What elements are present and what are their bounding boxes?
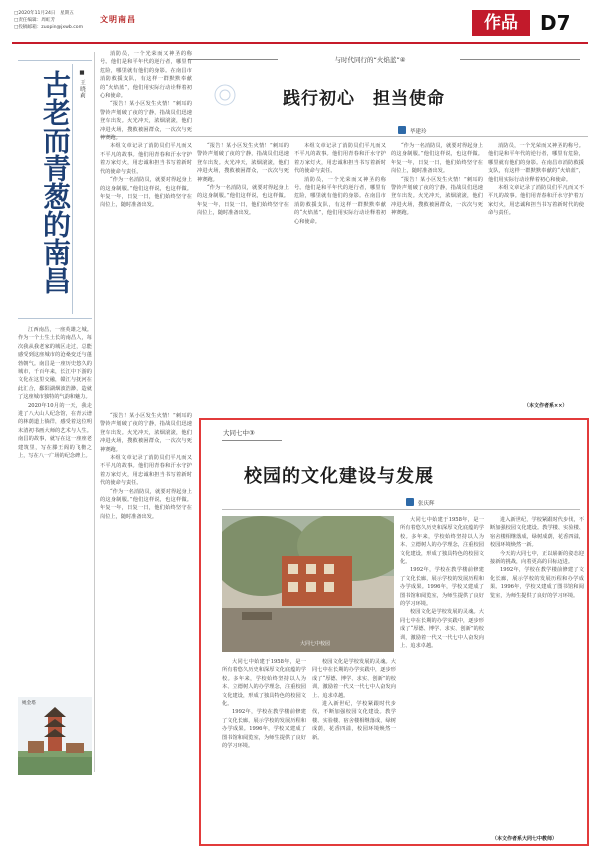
paragraph: 消防员，一个光荣而又神圣的称号。他们是和平年代的逆行者，哪里有危险，哪里就有他们的身影。在南昌市消防救援支队，有这样一群默默奉献的“火焰蓝”，他们用实际行动诠释着初心和使命。 (488, 143, 584, 183)
top-article-col-4 (391, 142, 483, 400)
paragraph: 大同七中始建于1958年，是一所有着悠久历史和深厚文化底蕴的学校。多年来，学校始终坚持以人为本、立德树人的办学理念，注重校园文化建设，形成了独具特色的校园文化。 (222, 659, 306, 708)
left-photo (18, 697, 92, 775)
bottom-article-col-1 (222, 658, 306, 838)
paragraph: 进入新世纪，学校紧跟时代步伐，不断加强校园文化建设。教学楼、实验楼、宿舍楼相继落成，绿树成荫，花香四溢，校园环境焕然一新。 (312, 701, 396, 741)
paragraph: 大同七中始建于1958年，是一所有着悠久历史和深厚文化底蕴的学校。多年来，学校始终坚持以人为本、立德树人的办学理念，注重校园文化建设，形成了独具特色的校园文化。 (400, 517, 484, 566)
left-column-divider (94, 52, 95, 772)
paragraph: 校园文化是学校发展的灵魂。大同七中在长期的办学实践中，逐步形成了“厚德、博学、求实、创新”的校训，激励着一代又一代七中人奋发向上、追求卓越。 (312, 659, 396, 699)
bottom-article-col-2 (312, 658, 396, 838)
left-title-rule-top (18, 60, 92, 61)
paragraph: 1992年，学校在教学楼前修建了文化长廊，展示学校的发展历程和办学成果。1996年，学校又建成了图书馆和阅览室，为师生提供了良好的学习环境。 (222, 709, 306, 750)
paragraph: 本组文章记录了消防员们平凡而又不平凡的故事。他们用青春和汗水守护着万家灯火，用忠诚和担当书写着新时代的使命与责任。 (294, 143, 386, 175)
left-article-body (18, 326, 92, 692)
bottom-article-rule (222, 509, 580, 510)
campus-image (222, 516, 394, 652)
bottom-article-photo (222, 516, 394, 652)
top-article-col-3 (294, 142, 386, 400)
pagoda-image (18, 697, 92, 775)
paragraph: 进入新世纪，学校紧跟时代步伐，不断加强校园文化建设。教学楼、实验楼、宿舍楼相继落成，绿树成荫，花香四溢，校园环境焕然一新。 (490, 517, 584, 549)
left-photo-caption: 绳金塔 (22, 701, 36, 706)
bottom-article-col-3 (400, 516, 484, 832)
bottom-article-author: 张庆辉 (418, 501, 435, 507)
kicker-underline (222, 440, 282, 441)
left-title-rule-bottom (18, 318, 92, 319)
paragraph: 消防员，一个光荣而又神圣的称号。他们是和平年代的逆行者，哪里有危险，哪里就有他们的身影。在南昌市消防救援支队，有这样一群默默奉献的“火焰蓝”，他们用实际行动诠释着初心和使命。 (100, 51, 192, 100)
paragraph: 1992年，学校在教学楼前修建了文化长廊，展示学校的发展历程和办学成果。1996年，学校又建成了图书馆和阅览室，为师生提供了良好的学习环境。 (400, 567, 484, 608)
paragraph: 2020年10月的一天，我走进了八大山人纪念馆，在青云谱的林荫道上徜徉，感受着这位明末清初书画大师的艺术与人生。南昌的故事，就写在这一座座老建筑里，写在滕王阁的飞檐之上，写在八一广场的纪念碑上。 (18, 402, 92, 460)
paragraph: “报告！某小区发生火情！”刺耳的警铃声划破了夜的宁静，指战员们迅速登车出发。火光冲天，浓烟滚滚，他们冲进火场，搜救被困群众，一次次与死神赛跑。 (100, 101, 192, 142)
left-article-author: ■ 王晓莉 (79, 70, 85, 100)
bottom-article-kicker: 大同七中③ (223, 429, 255, 437)
top-article-col-2 (197, 142, 289, 400)
left-article-title: 古老而青葱的南昌 (39, 70, 72, 294)
paragraph: “作为一名消防员，就要对得起身上的这身制服。”他们这样说，也这样做。年复一年，日复一日，他们始终坚守在岗位上，随时准备出发。 (391, 143, 483, 175)
paragraph: 本组文章记录了消防员们平凡而又不平凡的故事。他们用青春和汗水守护着万家灯火，用忠诚和担当书写着新时代的使命与责任。 (488, 185, 584, 217)
top-article-col-1 (100, 50, 192, 400)
masthead-logo: 文明南昌 (100, 15, 136, 24)
paragraph: “报告！某小区发生火情！”刺耳的警铃声划破了夜的宁静，指战员们迅速登车出发。火光冲天，浓烟滚滚，他们冲进火场，搜救被困群众，一次次与死神赛跑。 (100, 413, 192, 453)
paragraph: 1992年，学校在教学楼前修建了文化长廊，展示学校的发展历程和办学成果。1996年，学校又建成了图书馆和阅览室，为师生提供了良好的学习环境。 (490, 567, 584, 599)
bottom-article-footnote: （本文作者系大同七中教师） (492, 836, 558, 842)
paragraph: 江西南昌，一座英雄之城。作为一个土生土长的南昌人，每次我从我老家的城区走过，总能感受到这座城市的沧桑变迁与蓬勃朝气。南昌是一座历史悠久的城市，千百年来，长江中下游的文化在这里交融，赣江与抚河在此汇合，鄱阳湖烟波浩渺，造就了这座城市独特的气韵和魅力。 (18, 327, 92, 401)
paragraph: “报告！某小区发生火情！”刺耳的警铃声划破了夜的宁静，指战员们迅速登车出发。火光冲天，浓烟滚滚，他们冲进火场，搜救被困群众，一次次与死神赛跑。 (391, 176, 483, 217)
bottom-article-col-4 (490, 516, 584, 832)
paragraph: 本组文章记录了消防员们平凡而又不平凡的故事。他们用青春和汗水守护着万家灯火，用忠诚和担当书写着新时代的使命与责任。 (100, 143, 192, 175)
paragraph: 消防员，一个光荣而又神圣的称号。他们是和平年代的逆行者，哪里有危险，哪里就有他们的身影。在南昌市消防救援支队，有这样一群默默奉献的“火焰蓝”，他们用实际行动诠释着初心和使命。 (294, 176, 386, 225)
bottom-article-title: 校园的文化建设与发展 (244, 466, 434, 487)
paragraph: “作为一名消防员，就要对得起身上的这身制服。”他们这样说，也这样做。年复一年，日复一日，他们始终坚守在岗位上，随时准备出发。 (197, 185, 289, 217)
top-article-footnote: （本文作者系××） (524, 403, 568, 409)
bottom-photo-caption: 大同七中校园 (300, 641, 331, 647)
header-rule (12, 42, 588, 44)
paragraph: “作为一名消防员，就要对得起身上的这身制服。”他们这样说，也这样做。年复一年，日复一日，他们始终坚守在岗位上，随时准备出发。 (100, 177, 192, 209)
top-article-kicker: 与时代同行的“火焰蓝”④ (334, 56, 406, 64)
top-article-col-5 (488, 142, 584, 400)
kicker-line-right (460, 59, 580, 60)
paragraph: “报告！某小区发生火情！”刺耳的警铃声划破了夜的宁静，指战员们迅速登车出发。火光冲天，浓烟滚滚，他们冲进火场，搜救被困群众，一次次与死神赛跑。 (197, 143, 289, 183)
top-article-author: 毕建玲 (410, 129, 427, 135)
top-article-title: 践行初心 担当使命 (283, 89, 445, 109)
kicker-line-left (188, 59, 278, 60)
section-badge: 作品 (472, 10, 530, 36)
paragraph: 本组文章记录了消防员们平凡而又不平凡的故事。他们用青春和汗水守护着万家灯火，用忠诚和担当书写着新时代的使命与责任。 (100, 455, 192, 487)
left-title-vrule (72, 64, 73, 314)
continued-column (100, 412, 192, 842)
issue-info: □2020年11月24日 星期五 □责任编辑：周虹芳 □投稿邮箱：zuopin@jxwb.com (14, 11, 84, 30)
paragraph: 校园文化是学校发展的灵魂。大同七中在长期的办学实践中，逐步形成了“厚德、博学、求实、创新”的校训，激励着一代又一代七中人奋发向上、追求卓越。 (400, 609, 484, 650)
paragraph: 今天的大同七中，正以崭新的姿态迎接新的挑战，向着更高的目标迈进。 (490, 550, 584, 566)
page-number: D7 (540, 11, 571, 35)
author-icon (406, 498, 414, 506)
author-icon (398, 126, 406, 134)
paragraph: “作为一名消防员，就要对得起身上的这身制服。”他们这样说，也这样做。年复一年，日复一日，他们始终坚守在岗位上，随时准备出发。 (100, 488, 192, 520)
